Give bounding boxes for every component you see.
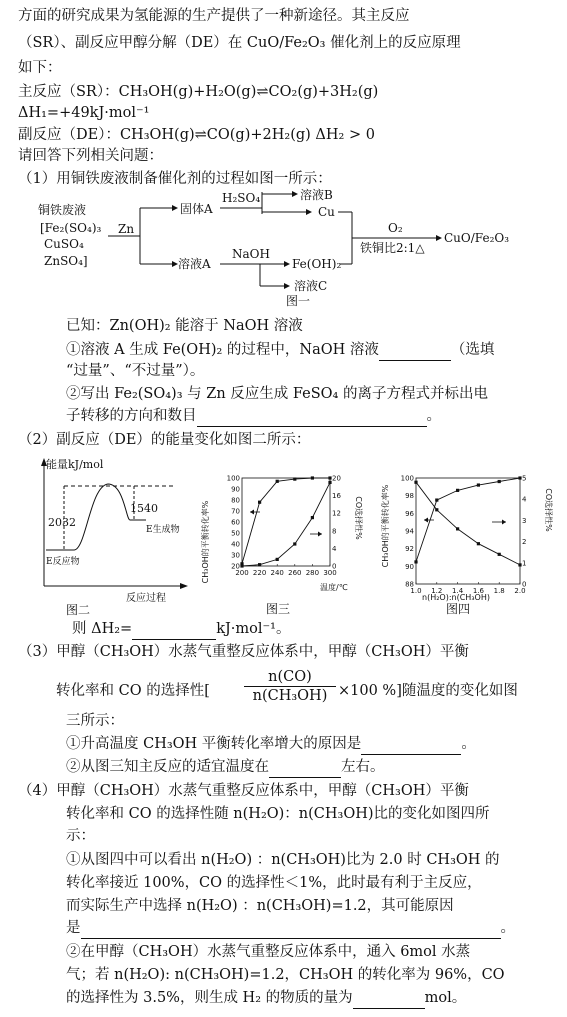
flow-source-2: [Fe₂(SO₄)₃ (40, 221, 102, 235)
intro-line-2: （SR）、副反应甲醇分解（DE）在 CuO/Fe₂O₃ 催化剂上的反应原理 (18, 35, 461, 51)
x-tick-label: 200 (235, 569, 249, 577)
axis-indicator-arrowhead (424, 518, 428, 523)
series-line-1 (242, 478, 330, 564)
data-point (258, 501, 261, 504)
data-point (477, 483, 480, 486)
delta-h1: ΔH₁=+49kJ·mol⁻¹ (18, 105, 150, 121)
q2-answer-blank[interactable] (132, 619, 216, 640)
x-tick-label: 1.6 (472, 587, 484, 595)
q1-known: 已知：Zn(OH)₂ 能溶于 NaOH 溶液 (66, 318, 303, 334)
y-tick-label-right: 5 (522, 474, 527, 483)
y-tick-label-right: 16 (332, 492, 341, 501)
y-tick-label-left: 96 (405, 509, 414, 518)
flow-solution-b: 溶液B (300, 188, 333, 202)
main-reaction: 主反应（SR）：CH₃OH(g)+H₂O(g)⇌CO₂(g)+3H₂(g) (18, 84, 379, 100)
x-tick-label: 280 (305, 569, 320, 577)
flow-ratio: 铁铜比2:1△ (360, 241, 425, 255)
flow-source-4: ZnSO₄] (44, 254, 88, 268)
data-point (258, 563, 261, 566)
y-tick-label-right: 0 (522, 580, 527, 589)
q1-sub2-line2: 子转移的方向和数目 。 (66, 406, 441, 427)
flow-solution-c: 溶液C (294, 279, 328, 293)
data-point (293, 542, 296, 545)
data-point (414, 481, 417, 484)
axis-indicator-arrowhead (250, 510, 254, 515)
y-tick-label-left: 20 (231, 562, 240, 571)
flow-feoh2: Fe(OH)₂ (292, 257, 342, 271)
flow-zn: Zn (118, 222, 135, 236)
figure-1-caption: 图一 (286, 294, 311, 308)
series-line-2 (242, 482, 330, 566)
x-tick-label: 1.0 (410, 587, 422, 595)
y-tick-label-left: 80 (231, 496, 240, 505)
series-line-2 (416, 482, 520, 565)
plot-frame (416, 478, 520, 584)
data-point (435, 498, 438, 501)
data-point (293, 478, 296, 481)
data-point (498, 553, 501, 556)
flow-naoh: NaOH (232, 247, 270, 261)
q3-sub1: ①升高温度 CH₃OH 平衡转化率增大的原因是 。 (66, 734, 476, 755)
flow-h2so4: H₂SO₄ (222, 191, 261, 205)
q4-sub1-line3: 而实际生产中选择 n(H₂O) ：n(CH₃OH)=1.2，其可能原因 (66, 898, 454, 914)
q4-line2: 转化率和 CO 的选择性随 n(H₂O)：n(CH₃OH)比的变化如图四所 (66, 806, 490, 822)
plot-frame (242, 478, 330, 566)
data-point (456, 527, 459, 530)
q3-line2a: 转化率和 CO 的选择性[ (56, 683, 210, 699)
y-tick-label-left: 98 (405, 492, 414, 501)
q3-line3: 三所示： (66, 713, 124, 729)
intro-line-1: 方面的研究成果为氢能源的生产提供了一种新途径。其主反应 (18, 8, 410, 24)
x-tick-label: 1.8 (493, 587, 505, 595)
y-tick-label-left: 100 (226, 474, 240, 483)
q2-answer-line: 则 ΔH₂= kJ·mol⁻¹。 (72, 619, 291, 640)
data-point (240, 564, 243, 567)
fraction-numerator: n(CO) (268, 669, 312, 685)
fig2-ylabel: 能量kJ/mol (46, 458, 104, 471)
fig4-xlabel: n(H₂O):n(CH₃OH) (422, 593, 490, 602)
q4-sub1-line2: 转化率接近 100%，CO 的选择性＜1%，此时最有利于主反应， (66, 875, 482, 891)
flow-cu: Cu (318, 205, 335, 219)
fig2-caption: 图二 (66, 603, 91, 617)
flow-solid-a: 固体A (180, 202, 213, 216)
data-point (311, 516, 314, 519)
y-tick-label-right: 12 (332, 509, 341, 518)
data-point (498, 480, 501, 483)
data-point (477, 542, 480, 545)
question-prompt: 请回答下列相关问题： (18, 148, 163, 164)
y-tick-label-right: 4 (522, 495, 527, 504)
selectivity-fraction (244, 668, 336, 705)
y-tick-label-left: 94 (405, 527, 414, 536)
y-tick-label-left: 30 (231, 551, 240, 560)
y-tick-label-left: 88 (405, 580, 414, 589)
data-point (518, 476, 521, 479)
x-tick-label: 220 (252, 569, 267, 577)
data-point (456, 489, 459, 492)
fig4-ylabel-left: CH₃OH的平衡转化率% (381, 484, 390, 568)
fig3-caption: 图三 (266, 602, 291, 616)
q4-sub2-line1: ②在甲醇（CH₃OH）水蒸气重整反应体系中，通入 6mol 水蒸 (66, 944, 471, 960)
side-reaction: 副反应（DE）：CH₃OH(g)⇌CO(g)+2H₂(g) ΔH₂ > 0 (18, 127, 375, 143)
data-point (328, 481, 331, 484)
figure-4-chart (382, 460, 552, 616)
flow-solution-a: 溶液A (178, 257, 211, 271)
q4-line1: （4）甲醇（CH₃OH）水蒸气重整反应体系中，甲醇（CH₃OH）平衡 (18, 783, 469, 799)
x-tick-label: 1.4 (452, 587, 464, 595)
q1-sub2-blank[interactable] (197, 406, 427, 427)
q1-sub1-blank[interactable] (379, 340, 451, 361)
q4-sub2-line2: 气；若 n(H₂O): n(CH₃OH)=1.2，CH₃OH 的转化率为 96%，CO (66, 967, 505, 983)
fig3-xlabel: 温度/℃ (320, 583, 348, 592)
q4-sub1-line1: ①从图四中可以看出 n(H₂O) ：n(CH₃OH)比为 2.0 时 CH₃OH 的 (66, 852, 500, 868)
flow-product: CuO/Fe₂O₃ (444, 231, 510, 245)
q4-sub2-blank[interactable] (353, 988, 425, 1009)
y-tick-label-left: 100 (400, 474, 414, 483)
q1-title: （1）用铜铁废液制备催化剂的过程如图一所示： (18, 171, 332, 187)
fig3-ylabel-right: CO选择性% (354, 496, 363, 540)
figure-3-chart (200, 460, 363, 616)
y-tick-label-left: 90 (231, 485, 240, 494)
y-tick-label-left: 40 (231, 540, 240, 549)
fig2-xlabel: 反应过程 (126, 593, 166, 604)
q3-sub2: ②从图三知主反应的适宜温度在 左右。 (66, 757, 385, 778)
intro-line-3: 如下： (18, 60, 62, 76)
y-tick-label-right: 20 (332, 474, 341, 483)
fig2-value-1540: 1540 (130, 502, 158, 515)
data-point (435, 508, 438, 511)
q3-sub1-blank[interactable] (361, 734, 461, 755)
q1-sub2-line1: ②写出 Fe₂(SO₄)₃ 与 Zn 反应生成 FeSO₄ 的离子方程式并标出电 (66, 386, 488, 402)
q1-sub1-line1: ①溶液 A 生成 Fe(OH)₂ 的过程中，NaOH 溶液 （选填 (66, 340, 494, 361)
fig4-caption: 图四 (446, 602, 471, 616)
q3-line1: （3）甲醇（CH₃OH）水蒸气重整反应体系中，甲醇（CH₃OH）平衡 (18, 644, 469, 660)
y-tick-label-right: 2 (522, 538, 527, 547)
x-tick-label: 1.2 (431, 587, 443, 595)
x-tick-label: 2.0 (514, 587, 526, 595)
fraction-denominator: n(CH₃OH) (244, 686, 336, 705)
flow-source-3: CuSO₄ (44, 237, 84, 251)
q1-sub1-line2: “过量”、“不过量”）。 (66, 363, 205, 379)
fig2-product-label: E生成物 (146, 525, 180, 535)
fig3-ylabel-left: CH₃OH的平衡转化率% (201, 500, 210, 584)
q3-sub2-blank[interactable] (269, 757, 341, 778)
fig4-ylabel-right: CO选择性% (544, 488, 553, 532)
q4-sub1-line4: 是 。 (66, 918, 515, 939)
y-tick-label-left: 50 (231, 529, 240, 538)
y-tick-label-left: 70 (231, 507, 240, 516)
q3-line2b: ×100 %]随温度的变化如图 (338, 683, 518, 699)
data-point (276, 558, 279, 561)
flow-diagram (0, 190, 567, 310)
y-tick-label-right: 4 (332, 544, 337, 553)
y-tick-label-right: 1 (522, 559, 527, 568)
x-tick-label: 300 (323, 569, 337, 577)
fig2-value-2032: 2032 (48, 516, 76, 529)
data-point (414, 560, 417, 563)
flow-o2: O₂ (388, 221, 403, 235)
y-tick-label-right: 3 (522, 516, 527, 525)
data-point (328, 476, 331, 479)
axis-indicator-arrowhead (318, 532, 322, 537)
data-point (276, 480, 279, 483)
data-point (518, 563, 521, 566)
y-tick-label-right: 0 (332, 562, 337, 571)
q2-title: （2）副反应（DE）的能量变化如图二所示： (18, 432, 311, 448)
flow-source-1: 铜铁废液 (38, 203, 87, 217)
q4-line3: 示： (66, 828, 95, 844)
axis-indicator-arrowhead (502, 520, 506, 525)
y-tick-label-right: 8 (332, 527, 337, 536)
q4-sub1-blank[interactable] (81, 918, 501, 939)
y-tick-label-left: 92 (405, 545, 414, 554)
fig2-reactant-label: E反应物 (46, 557, 80, 567)
data-point (311, 476, 314, 479)
x-tick-label: 240 (270, 569, 284, 577)
x-tick-label: 260 (288, 569, 302, 577)
y-tick-label-left: 60 (231, 518, 240, 527)
q4-sub2-line3: 的选择性为 3.5%，则生成 H₂ 的物质的量为 mol。 (66, 988, 466, 1009)
figure-2-energy-diagram (34, 456, 194, 616)
y-tick-label-left: 90 (405, 562, 414, 571)
